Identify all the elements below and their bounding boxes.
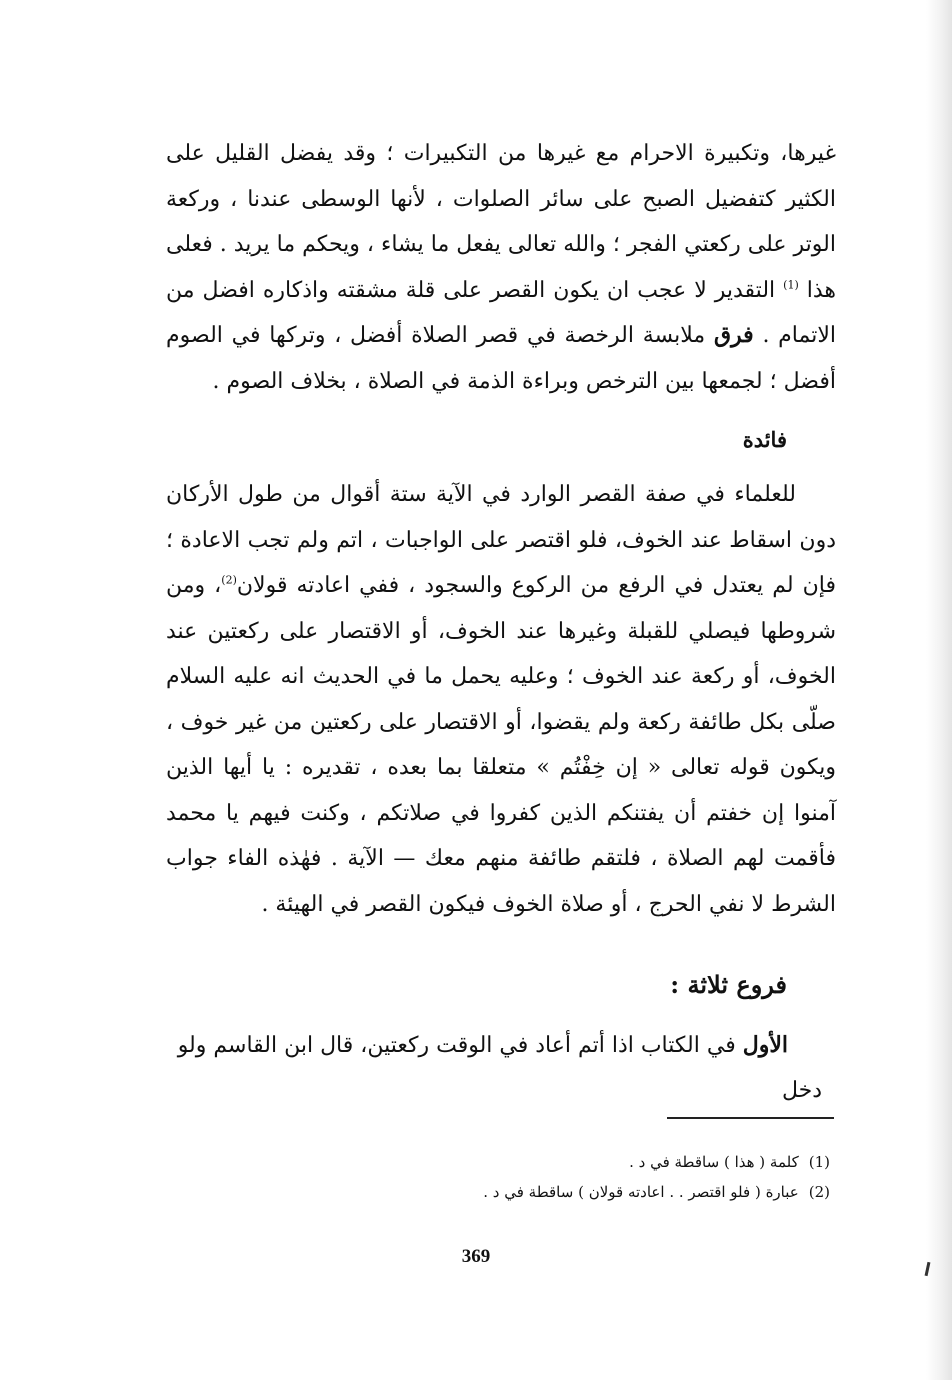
paragraph-3-text: في الكتاب اذا أتم أعاد في الوقت ركعتين، قال ابن القاسم ولو دخل [177,1033,822,1103]
footnote-separator [667,1117,834,1119]
footnotes [190,1147,830,1207]
footnote-ref-2: (2) [221,573,237,587]
section-heading-faida: فائدة [742,427,787,452]
paragraph-3-first-line [152,1023,822,1113]
footnote-1-text: كلمة ( هذا ) ساقطة في د . [629,1153,799,1171]
paragraph-1-bold-word: فرق [713,322,754,348]
paragraph-2-text: للعلماء في صفة القصر الوارد في الآية ستة أقوال من طول الأركان دون اسقاط عند الخوف، فلو اقتصر على الواجبات ، اتم ولم تجب الاعادة ؛ فإن لم يعتدل في الرفع من الركوع والسجود ، ففي اعادته قولان [166,482,836,598]
section-heading-furu: فروع ثلاثة : [670,970,787,999]
page-edge-shadow [926,0,952,1380]
footnote-2-text: عبارة ( فلو اقتصر . . اعادته قولان ) ساقطة في د . [483,1183,799,1201]
paragraph-2-text-after: ، ومن شروطها فيصلي للقبلة وغيرها عند الخوف، أو الاقتصار على ركعتين عند الخوف، أو ركعة عند الخوف ؛ وعليه يحمل ما في الحديث انه عليه السلام صلّى بكل طائفة ركعة ولم يقضوا، أو الاقتصار على ركعتين من غير خوف ، ويكون قوله تعالى « إن خِفْتُم » متعلقا بما بعده ، تقديره : يا أيها الذين آمنوا إن خفتم أن يفتنكم الذين كفروا في صلاتكم ، وكنت فيهم يا محمد فأقمت لهم الصلاة ، فلتقم طائفة منهم معك — الآية . فهٰذه الفاء جواب الشرط لا نفي الحرج ، أو صلاة الخوف فيكون القصر في الهيئة . [166,573,837,917]
paragraph-1 [166,131,836,404]
paragraph-1-text-after: التقدير لا عجب ان يكون القصر على قلة مشقته واذكاره افضل من الاتمام . [166,277,837,348]
paragraph-2 [166,472,836,927]
footnote-2-number: (2) [808,1183,830,1201]
paragraph-3-bold-word: الأول [742,1032,788,1058]
footnote-ref-1: (1) [783,278,799,292]
footnote-2 [190,1177,830,1207]
page-number: 369 [461,1246,491,1267]
footnote-1 [190,1147,830,1177]
paragraph-1-text: غيرها، وتكبيرة الاحرام مع غيرها من التكبيرات ؛ وقد يفضل القليل على الكثير كتفضيل الصبح على سائر الصلوات ، لأنها الوسطى عندنا ، وركعة الوتر على ركعتي الفجر ؛ والله تعالى يفعل ما يشاء ، ويحكم ما يريد . فعلى هذا [166,141,836,303]
footnote-1-number: (1) [808,1153,830,1171]
paragraph-1-text-end: ملابسة الرخصة في قصر الصلاة أفضل ، وتركها في الصوم أفضل ؛ لجمعها بين الترخص وبراءة الذمة في الصلاة ، بخلاف الصوم . [166,323,836,394]
